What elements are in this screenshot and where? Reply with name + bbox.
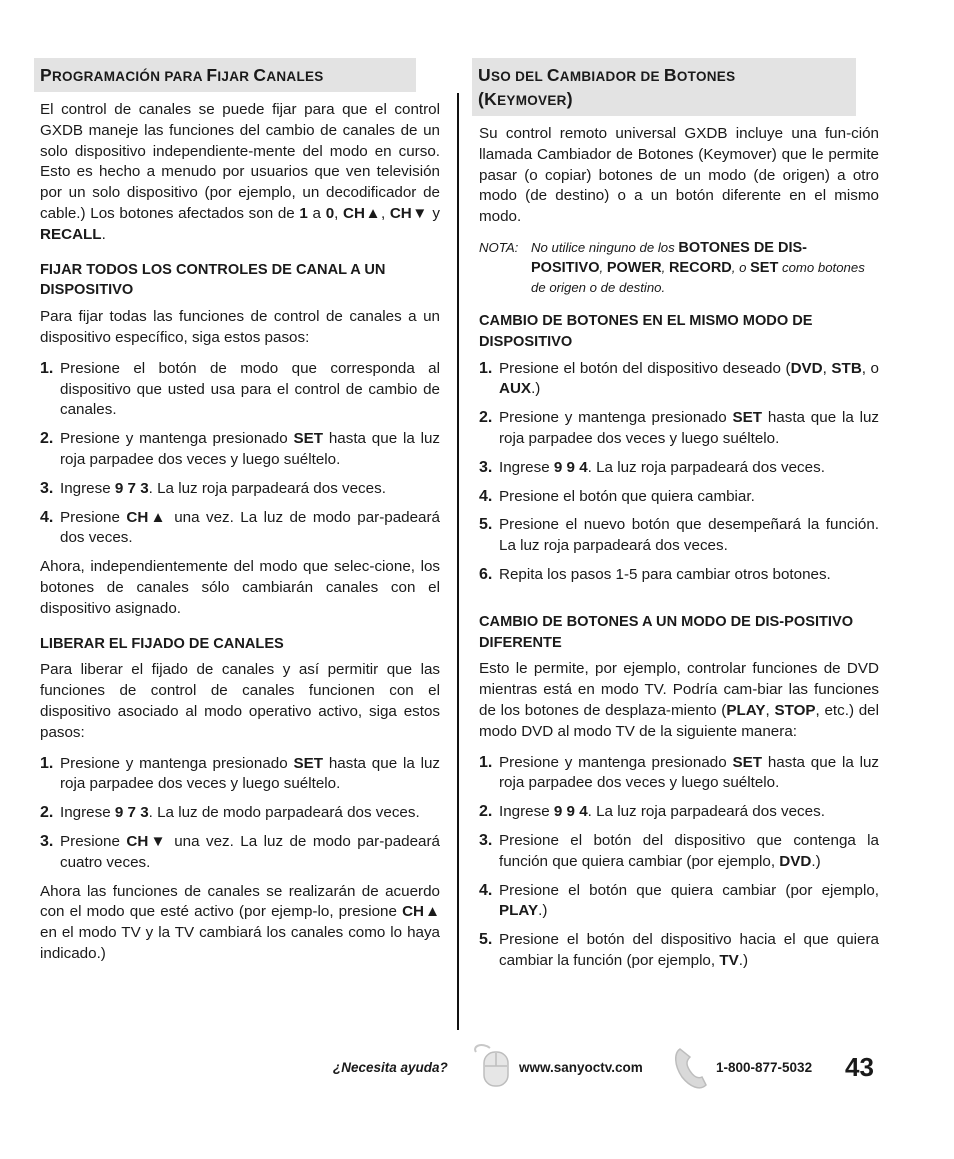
list-item: 6. Repita los pasos 1-5 para cambiar otros botones. <box>479 565 831 583</box>
list-item: 1. Presione y mantenga presionado SET hasta que la luz roja parpadee dos veces y luego suéltelo. <box>40 754 440 793</box>
list-item: 3. Presione CH▼ una vez. La luz de modo par-padeará cuatro veces. <box>40 832 440 871</box>
list-item: 4. Presione el botón que quiera cambiar. <box>479 487 755 505</box>
list-item: 2. Ingrese 9 9 4. La luz roja parpadeará dos veces. <box>479 803 825 821</box>
subheading-release-lock: LIBERAR EL FIJADO DE CANALES <box>40 635 284 652</box>
left-column <box>36 58 440 975</box>
column-divider <box>457 93 459 1030</box>
after-release-paragraph: Ahora las funciones de canales se realizarán de acuerdo con el modo que esté activo (por ejemp-lo, presione CH▲ en el modo TV y la TV cambiará los canales como lo haya indicado.) <box>40 882 440 962</box>
section-title-keymover: USO DEL CAMBIADOR DE BOTONES (KEYMOVER) <box>472 58 856 116</box>
steps-same-mode <box>479 359 879 586</box>
mouse-icon <box>470 1042 514 1095</box>
list-item: 4. Presione el botón que quiera cambiar (por ejemplo, PLAY.) <box>479 881 879 920</box>
list-item: 4. Presione CH▲ una vez. La luz de modo par-padeará dos veces. <box>40 508 440 547</box>
steps-release-lock <box>40 754 440 874</box>
after-lock-paragraph: Ahora, independientemente del modo que selec-cione, los botones de canales sólo cambiarán canales con el dispositivo asignado. <box>40 558 440 617</box>
list-item: 2. Ingrese 9 7 3. La luz de modo parpadeará dos veces. <box>40 804 420 822</box>
website-link[interactable]: www.sanyoctv.com <box>519 1060 643 1075</box>
phone-icon <box>672 1045 712 1096</box>
list-item: 2. Presione y mantenga presionado SET hasta que la luz roja parpadee dos veces y luego suéltelo. <box>40 430 440 468</box>
subheading-release-lock-text: Para liberar el fijado de canales y así permitir que las funciones de control de canales funcionen con el dispositivo asociado al modo operativo activo, siga estos pasos: <box>40 661 440 741</box>
list-item: 1. Presione y mantenga presionado SET hasta que la luz roja parpadee dos veces y luego suéltelo. <box>479 753 879 792</box>
section-title-channel-lock: PROGRAMACIÓN PARA FIJAR CANALES <box>34 58 416 92</box>
help-text: ¿Necesita ayuda? <box>333 1060 448 1075</box>
list-item: 1. Presione el botón de modo que corresponda al dispositivo que usted usa para el control de cambio de canales. <box>40 359 440 419</box>
page-footer <box>0 1042 954 1092</box>
list-item: 5. Presione el nuevo botón que desempeñará la función. La luz roja parpadeará dos veces. <box>479 516 879 555</box>
list-item: 3. Ingrese 9 7 3. La luz roja parpadeará dos veces. <box>40 479 386 497</box>
list-item: 2. Presione y mantenga presionado SET hasta que la luz roja parpadee dos veces y luego suéltelo. <box>479 409 879 447</box>
phone-number: 1-800-877-5032 <box>716 1060 813 1075</box>
steps-lock-all <box>40 359 440 549</box>
subheading-lock-all: FIJAR TODOS LOS CONTROLES DE CANAL A UN DISPOSITIVO <box>40 261 386 299</box>
list-item: 5. Presione el botón del dispositivo hacia el que quiera cambiar la función (por ejemplo, TV.) <box>479 931 879 969</box>
keymover-intro: Su control remoto universal GXDB incluye una fun-ción llamada Cambiador de Botones (Keymover) que le permite pasar (o copiar) botones de un modo (de origen) a otro modo (de destino) o a un botón diferente en el mismo modo. <box>479 125 879 226</box>
subheading-same-mode: CAMBIO DE BOTONES EN EL MISMO MODO DE DISPOSITIVO <box>479 312 813 350</box>
note: NOTA: No utilice ninguno de los BOTONES DE DIS-POSITIVO, POWER, RECORD, o SET como botones de origen o de destino. <box>479 239 865 295</box>
right-column <box>474 58 879 980</box>
page-number: 43 <box>845 1052 874 1082</box>
intro-paragraph: El control de canales se puede fijar para que el control GXDB maneje las funciones del cambio de canales de un solo dispositivo independiente-mente del modo en curso. Esto es hecho a menudo por usuarios que ven televisión por un solo dispositivo (por ejemplo, un decodificador de cable.) Los botones afectados son de 1 a 0, CH▲, CH▼ y RECALL. <box>40 101 441 243</box>
subheading-different-mode: CAMBIO DE BOTONES A UN MODO DE DIS-POSITIVO DIFERENTE <box>479 613 854 651</box>
different-mode-text: Esto le permite, por ejemplo, controlar funciones de DVD mientras está en modo TV. Podría cam-biar las funciones de los botones de desplaza-miento (PLAY, STOP, etc.) del modo DVD al modo TV de la siguiente manera: <box>479 660 879 740</box>
subheading-lock-all-text: Para fijar todas las funciones de control de canales a un dispositivo específico, siga estos pasos: <box>40 308 440 346</box>
list-item: 3. Presione el botón del dispositivo que contenga la función que quiera cambiar (por ejemplo, DVD.) <box>479 831 879 870</box>
steps-different-mode <box>479 753 879 972</box>
list-item: 3. Ingrese 9 9 4. La luz roja parpadeará dos veces. <box>479 458 825 476</box>
list-item: 1. Presione el botón del dispositivo deseado (DVD, STB, o AUX.) <box>479 359 879 398</box>
